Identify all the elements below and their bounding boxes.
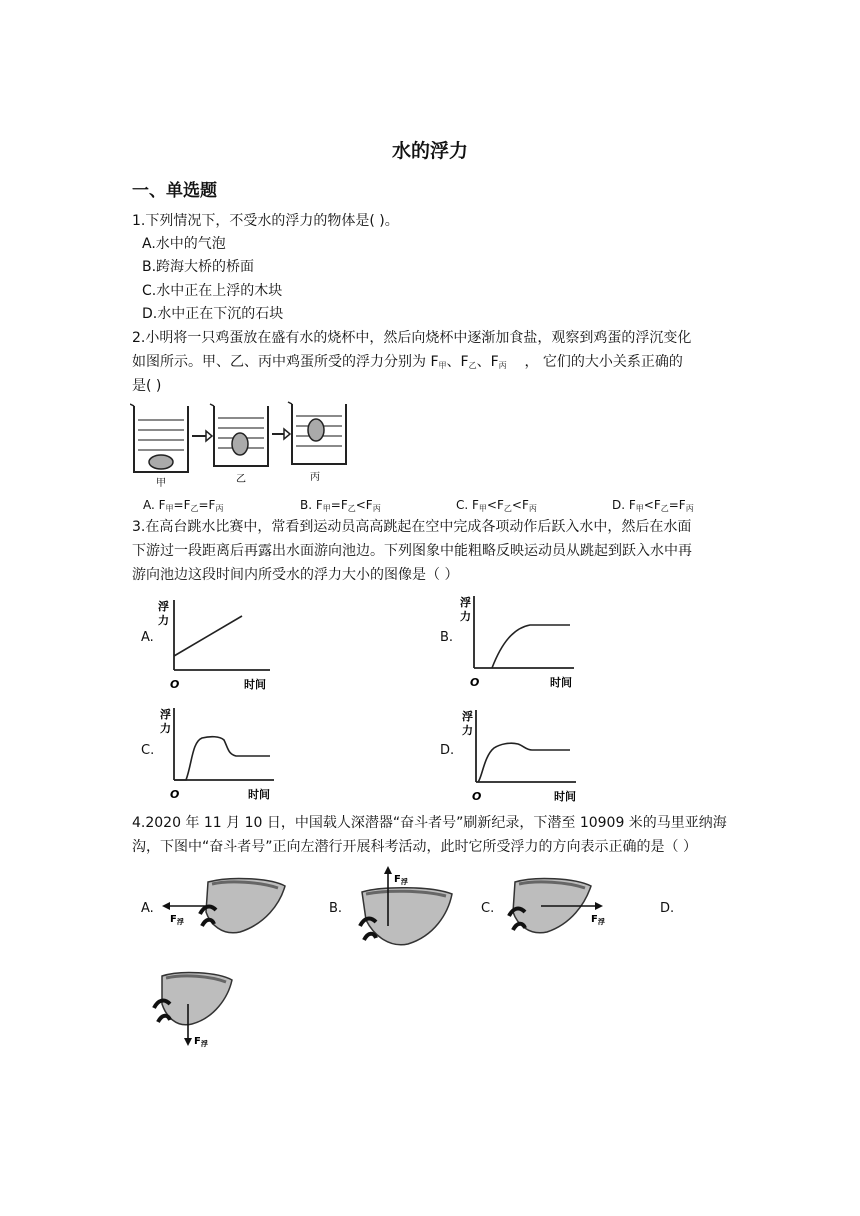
graph-b: [458, 592, 582, 688]
beaker-figure: [130, 400, 370, 490]
graph-b-curve: [492, 625, 570, 668]
sub: 甲: [322, 504, 331, 513]
opt-text: D. F: [612, 498, 636, 512]
force-label: $F_浮$: [170, 914, 184, 926]
q4-stem-line1: 4.2020 年 11 月 10 日，中国载人深潜器“奋斗者号”刷新纪录，下潜至 10909 米的马里亚纳海: [132, 815, 727, 831]
axis-y-label: 浮: [160, 708, 171, 721]
sub-yi: 乙: [468, 361, 477, 370]
q1-option-b: B.跨海大桥的桥面: [142, 259, 255, 275]
axis-y-label: 浮: [158, 600, 169, 613]
beaker-yi: [210, 404, 268, 466]
graph-a-label: A.: [141, 630, 154, 645]
force-label: $F_浮$: [591, 914, 605, 926]
sub: 甲: [165, 504, 174, 513]
axis-y-label: 浮: [462, 710, 473, 723]
sub: 甲: [635, 504, 644, 513]
graph-d-curve: [478, 743, 570, 782]
axis-y-label: 力: [158, 614, 169, 627]
graph-d-label: D.: [440, 743, 455, 758]
graph-b-label: B.: [440, 630, 454, 645]
force-label: $F_浮$: [394, 874, 408, 886]
sub: 乙: [503, 504, 512, 513]
origin-label: O: [472, 790, 482, 802]
beaker-bing: [288, 402, 346, 464]
axis-y-label: 力: [460, 610, 471, 623]
q2-text: ， 它们的大小关系正确的: [524, 354, 683, 370]
force-label: $F_浮$: [194, 1036, 208, 1048]
opt-text: <F: [511, 498, 529, 512]
beaker-label-yi: 乙: [236, 474, 246, 485]
q4-option-c-label: C.: [481, 901, 495, 916]
graph-a: [158, 596, 282, 692]
axis-y-label: 力: [462, 724, 473, 737]
graph-d: [460, 706, 584, 802]
axis-x-label: 时间: [248, 788, 270, 800]
q2-text: 如图所示。甲、乙、丙中鸡蛋所受的浮力分别为 F: [132, 354, 439, 370]
section-heading: 一、单选题: [132, 181, 217, 201]
axis-x-label: 时间: [244, 678, 266, 691]
opt-text: =F: [330, 498, 348, 512]
sub-bing: 丙: [498, 361, 507, 370]
opt-text: =F: [198, 498, 216, 512]
q2-stem-line2: [132, 351, 683, 377]
graph-c: [158, 704, 282, 800]
opt-text: <F: [643, 498, 661, 512]
opt-text: C. F: [456, 498, 479, 512]
origin-label: O: [470, 676, 480, 688]
q1-option-c: C.水中正在上浮的木块: [142, 283, 283, 299]
graph-c-label: C.: [141, 743, 155, 758]
q4-option-d-label: D.: [660, 901, 675, 916]
opt-text: =F: [668, 498, 686, 512]
axis-y-label: 浮: [460, 596, 471, 609]
q1-option-d: D.水中正在下沉的石块: [142, 306, 284, 322]
origin-label: O: [170, 678, 180, 691]
sub: 乙: [190, 504, 199, 513]
q1-stem: 1.下列情况下，不受水的浮力的物体是( )。: [132, 213, 399, 229]
q2-stem-line1: 2.小明将一只鸡蛋放在盛有水的烧杯中，然后向烧杯中逐渐加食盐，观察到鸡蛋的浮沉变化: [132, 330, 692, 346]
beaker-label-jia: 甲: [156, 478, 166, 489]
q4-figure-c: [505, 874, 625, 944]
opt-text: <F: [486, 498, 504, 512]
q3-stem-line2: 下游过一段距离后再露出水面游向池边。下列图象中能粗略反映运动员从跳起到跃入水中再: [132, 543, 692, 559]
opt-text: <F: [355, 498, 373, 512]
graph-a-curve: [174, 616, 242, 656]
opt-text: B. F: [300, 498, 323, 512]
sub: 丙: [528, 504, 537, 513]
beaker-label-bing: 丙: [310, 472, 320, 483]
q3-stem-line3: 游向池边这段时间内所受水的浮力大小的图像是（ ）: [132, 567, 459, 583]
beaker-jia: [130, 404, 188, 472]
opt-text: A. F: [143, 498, 166, 512]
q4-figure-b: [352, 866, 477, 956]
q2-text: 、F: [476, 354, 499, 370]
axis-x-label: 时间: [550, 676, 572, 688]
sub: 乙: [660, 504, 669, 513]
sub: 丙: [215, 504, 224, 513]
arrow-1: [192, 431, 212, 441]
sub: 乙: [347, 504, 356, 513]
q4-option-a-label: A.: [141, 901, 154, 916]
q2-text: 、F: [446, 354, 469, 370]
opt-text: =F: [173, 498, 191, 512]
graph-c-curve: [174, 737, 270, 780]
sub: 丙: [372, 504, 381, 513]
q4-stem-line2: 沟，下图中“奋斗者号”正向左潜行开展科考活动，此时它所受浮力的方向表示正确的是（ ）: [132, 839, 697, 855]
sub-jia: 甲: [438, 361, 447, 370]
q3-stem-line1: 3.在高台跳水比赛中，常看到运动员高高跳起在空中完成各项动作后跃入水中，然后在水面: [132, 519, 692, 535]
arrow-2: [272, 429, 290, 439]
q2-stem-line3: 是( ): [132, 378, 162, 394]
q4-option-b-label: B.: [329, 901, 343, 916]
axis-y-label: 力: [160, 722, 171, 735]
q1-option-a: A.水中的气泡: [142, 236, 226, 252]
q4-figure-a: [160, 874, 295, 944]
sub: 甲: [478, 504, 487, 513]
axis-x-label: 时间: [554, 790, 576, 802]
origin-label: O: [170, 788, 180, 800]
q4-figure-d: [148, 968, 248, 1052]
page-title: 水的浮力: [391, 140, 468, 162]
sub: 丙: [685, 504, 694, 513]
